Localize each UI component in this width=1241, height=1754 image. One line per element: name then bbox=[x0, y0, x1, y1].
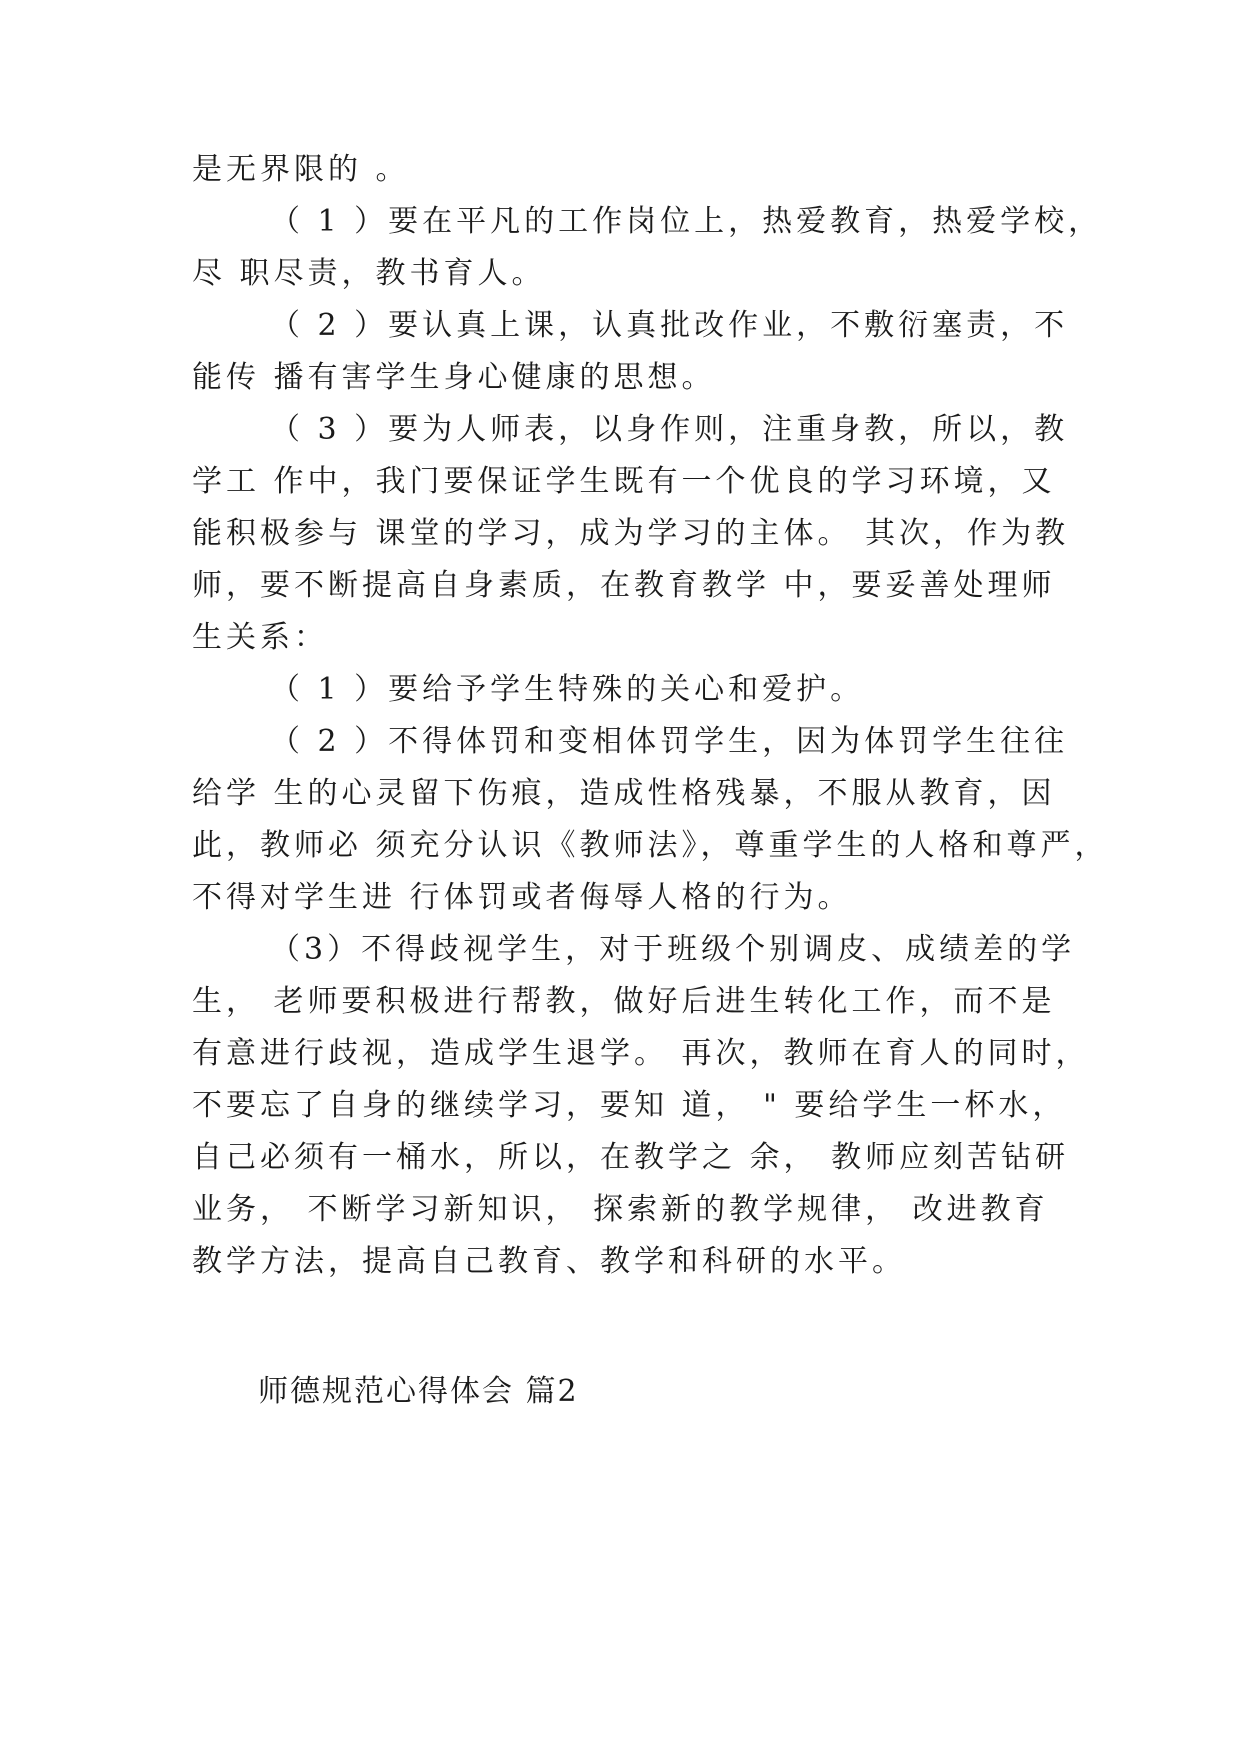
text-line-11: （ 1 ）要给予学生特殊的关心和爱护。 bbox=[270, 672, 865, 707]
text-line-2: （ 1 ）要在平凡的工作岗位上，热爱教育，热爱学校， bbox=[270, 204, 1103, 239]
text-line-17: 生， 老师要积极进行帮教，做好后进生转化工作，而不是 bbox=[192, 984, 1056, 1019]
text-line-18: 有意进行歧视，造成学生退学。 再次，教师在育人的同时， bbox=[192, 1036, 1090, 1071]
text-line-9: 师，要不断提高自身素质，在教育教学 中，要妥善处理师 bbox=[192, 568, 1056, 603]
text-line-21: 业务， 不断学习新知识， 探索新的教学规律， 改进教育 bbox=[192, 1192, 1049, 1227]
text-line-4: （ 2 ）要认真上课，认真批改作业，不敷衍塞责，不 bbox=[270, 308, 1069, 343]
text-line-5: 能传 播有害学生身心健康的思想。 bbox=[192, 360, 716, 395]
text-line-20: 自己必须有一桶水，所以，在教学之 余， 教师应刻苦钻研 bbox=[192, 1140, 1070, 1175]
text-line-15: 不得对学生进 行体罚或者侮辱人格的行为。 bbox=[192, 880, 852, 915]
text-line-13: 给学 生的心灵留下伤痕，造成性格残暴，不服从教育，因 bbox=[192, 776, 1056, 811]
text-line-22: 教学方法，提高自己教育、教学和科研的水平。 bbox=[192, 1244, 906, 1279]
text-line-7: 学工 作中，我门要保证学生既有一个优良的学习环境，又 bbox=[192, 464, 1056, 499]
text-line-14: 此，教师必 须充分认识《教师法》，尊重学生的人格和尊严， bbox=[192, 828, 1109, 863]
text-line-8: 能积极参与 课堂的学习，成为学习的主体。 其次，作为教 bbox=[192, 516, 1070, 551]
text-line-12: （ 2 ）不得体罚和变相体罚学生，因为体罚学生往往 bbox=[270, 724, 1069, 759]
text-line-6: （ 3 ）要为人师表，以身作则，注重身教，所以，教 bbox=[270, 412, 1069, 447]
text-line-3: 尽 职尽责，教书育人。 bbox=[192, 256, 546, 291]
text-line-16: （3）不得歧视学生，对于班级个别调皮、成绩差的学 bbox=[270, 932, 1076, 967]
text-line-10: 生关系： bbox=[192, 620, 328, 655]
text-line-1: 是无界限的 。 bbox=[192, 152, 410, 187]
text-line-19: 不要忘了自身的继续学习，要知 道， " 要给学生一杯水， bbox=[192, 1088, 1067, 1123]
section-heading: 师德规范心得体会 篇2 bbox=[258, 1374, 579, 1409]
